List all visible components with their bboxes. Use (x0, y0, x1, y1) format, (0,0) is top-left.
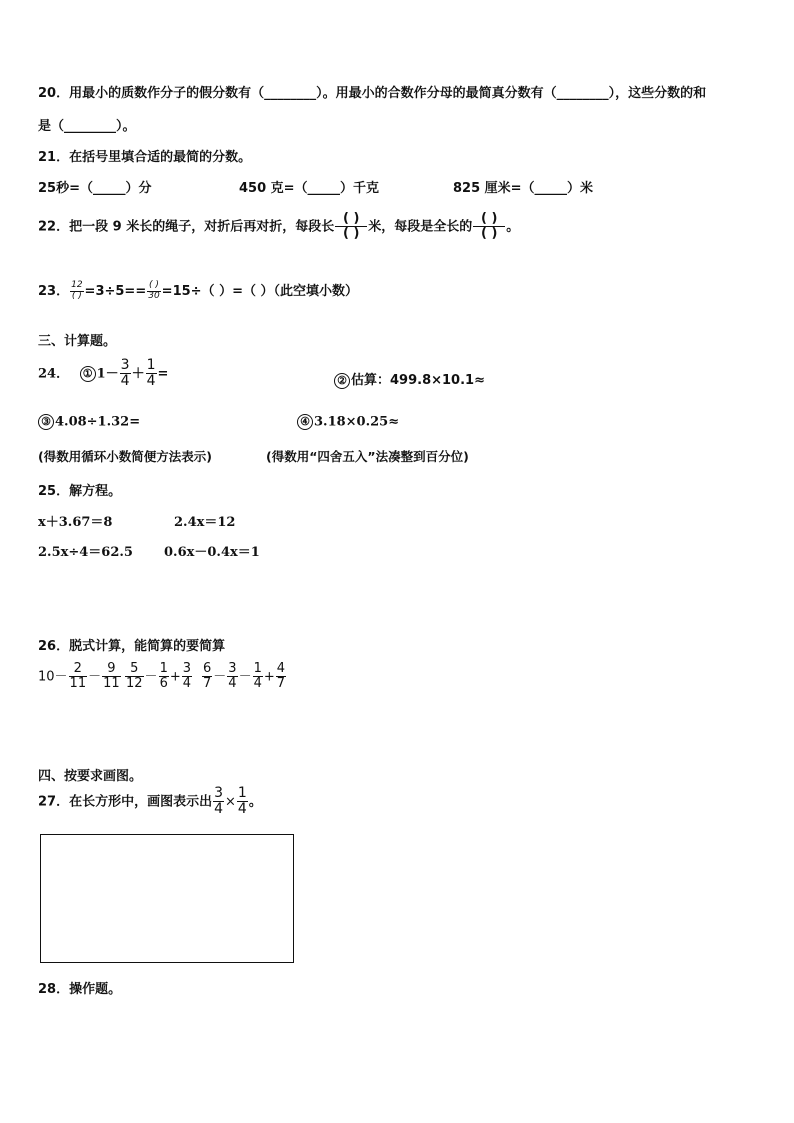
q24-e3: 4.08÷1.32= (55, 414, 141, 430)
q26-expression-1 (38, 662, 122, 692)
q23-frac2-num: ( ) (149, 280, 159, 291)
q26-ex2-frac2 (159, 662, 169, 692)
q27-f1-den: 4 (214, 801, 224, 818)
q26-title: 26．脱式计算，能简算的要简算 (38, 639, 226, 654)
q27-end: 。 (248, 794, 262, 810)
q24-note-1: (得数用循环小数简便方法表示) (38, 449, 212, 464)
q26-ex2-op1: － (144, 669, 158, 685)
q26-ex2-f3-den: 4 (182, 676, 192, 692)
q22-text-1: 22．把一段 9 米长的绳子，对折后再对折，每段长 (38, 219, 335, 235)
q24-e1-op: ＋ (131, 366, 145, 382)
q27-frac2 (237, 786, 248, 818)
q26-ex2-op2: + (169, 669, 181, 685)
q26-ex1-op: － (88, 669, 102, 685)
q26-ex1-f1-den: 11 (69, 676, 87, 692)
q26-ex3-op2: － (238, 669, 252, 685)
q24-label: 24． (38, 366, 70, 382)
q26-ex1-f1-num: 2 (73, 661, 82, 676)
q25-equation-3: 2.5x÷4＝62.5 (38, 545, 133, 560)
q28-heading: 28．操作题。 (38, 982, 122, 997)
q21-item-cm: 825 厘米=（_____）米 (453, 181, 594, 196)
q22-part-fraction (473, 212, 505, 242)
q23-mid: =3÷5== (84, 284, 147, 299)
q22-length-fraction (335, 212, 367, 242)
q22-length-num: ( ) (342, 211, 360, 226)
q22-text-3: 。 (506, 219, 520, 235)
q24-note-2: (得数用“四舍五入”法凑整到百分位) (266, 449, 469, 464)
q26-ex2-f3-num: 3 (182, 661, 192, 676)
circled-number-3: ③ (38, 414, 54, 430)
circled-number-4: ④ (297, 414, 313, 430)
q25-equation-4: 0.6x－0.4x＝1 (164, 545, 260, 560)
q25-title: 25．解方程。 (38, 484, 122, 499)
q23-frac2-den: 30 (148, 291, 160, 301)
circled-number-2: ② (334, 373, 350, 389)
q26-ex2-f1-den: 12 (126, 676, 143, 692)
q26-expression-2 (124, 662, 193, 692)
q24-row2-left (38, 414, 140, 430)
q26-ex3-frac4 (276, 662, 286, 692)
q26-ex1-lead: 10－ (38, 669, 68, 685)
q22-part-num: ( ) (481, 211, 498, 226)
q26-expression-3 (201, 662, 287, 692)
q23-fraction-2 (147, 281, 160, 302)
q23-prefix: 23． (38, 284, 70, 299)
q27-line (38, 786, 262, 818)
q24-e1-f1-num: 3 (120, 357, 130, 373)
q26-ex2-f2-den: 6 (159, 676, 168, 692)
q26-ex2-f1-num: 5 (130, 661, 139, 676)
q26-ex3-f3-den: 4 (253, 676, 262, 692)
q26-ex3-frac3 (253, 662, 263, 692)
q21-item-grams: 450 克=（_____）千克 (239, 181, 380, 196)
q27-f2-num: 1 (237, 785, 247, 801)
q27-text: 27．在长方形中，画图表示出 (38, 794, 213, 810)
q27-frac1 (213, 786, 224, 818)
q20-line1: 20．用最小的质数作分子的假分数有（________）。用最小的合数作分母的最简真分数有（________），这些分数的和 (38, 86, 707, 101)
q22-text-2: 米，每段是全长的 (368, 219, 473, 235)
q23-tail: =15÷（ ）=（ ）（此空填小数） (161, 284, 358, 299)
q26-ex2-f2-num: 1 (159, 661, 168, 676)
q26-ex2-frac1 (125, 662, 144, 692)
q25-equation-2: 2.4x＝12 (174, 515, 236, 530)
q26-ex1-f2-den: 11 (103, 676, 120, 692)
q21-title: 21．在括号里填合适的最简的分数。 (38, 150, 252, 165)
q26-ex3-f4-den: 7 (276, 676, 286, 692)
q24-e1-f1-den: 4 (120, 373, 130, 390)
q24-e1-f2-den: 4 (146, 373, 156, 390)
q27-f2-den: 4 (237, 801, 247, 818)
q26-ex1-frac2 (102, 662, 121, 692)
q21-item-seconds: 25秒=（_____）分 (38, 181, 152, 196)
q23-frac1-den: ( ) (71, 291, 82, 301)
drawing-rectangle[interactable] (40, 834, 294, 963)
q22-line (38, 212, 519, 242)
q24-row1-left (38, 358, 168, 390)
q24-e1-post: = (157, 366, 169, 382)
q26-ex1-f2-num: 9 (107, 661, 116, 676)
q26-ex1-frac1 (69, 662, 88, 692)
section-4-heading: 四、按要求画图。 (38, 769, 143, 784)
q26-ex3-f1-num: 6 (203, 661, 212, 676)
q26-ex3-op1: － (213, 669, 227, 685)
q24-e1-pre: 1－ (96, 366, 119, 382)
q24-row2-right (297, 414, 399, 430)
q23-fraction-1 (70, 281, 83, 302)
q25-equation-1: x＋3.67＝8 (38, 515, 113, 530)
q22-part-den: ( ) (481, 226, 498, 242)
q24-row1-right (334, 369, 485, 389)
q24-e1-frac2 (146, 358, 157, 390)
q26-ex3-f1-den: 7 (203, 676, 212, 692)
q26-ex3-f4-num: 4 (276, 661, 286, 676)
q24-e1-f2-num: 1 (146, 357, 156, 373)
q20-line2: 是（________）。 (38, 119, 136, 134)
q26-ex3-op3: + (263, 669, 275, 685)
q26-ex3-f3-num: 1 (253, 661, 262, 676)
q26-ex3-f2-num: 3 (228, 661, 237, 676)
q22-length-den: ( ) (342, 226, 360, 242)
q26-ex2-frac3 (182, 662, 192, 692)
q24-e2: 估算：499.8×10.1≈ (351, 373, 485, 388)
q23-frac1-num: 12 (71, 280, 83, 291)
section-3-heading: 三、计算题。 (38, 334, 117, 349)
q23-line (38, 280, 358, 302)
q27-f1-num: 3 (214, 785, 224, 801)
q24-e4: 3.18×0.25≈ (314, 414, 400, 430)
q27-op: × (225, 794, 236, 810)
q26-ex3-frac2 (227, 662, 237, 692)
q26-ex3-f2-den: 4 (228, 676, 237, 692)
q26-ex3-frac1 (202, 662, 212, 692)
q24-e1-frac1 (120, 358, 131, 390)
circled-number-1: ① (80, 366, 96, 382)
